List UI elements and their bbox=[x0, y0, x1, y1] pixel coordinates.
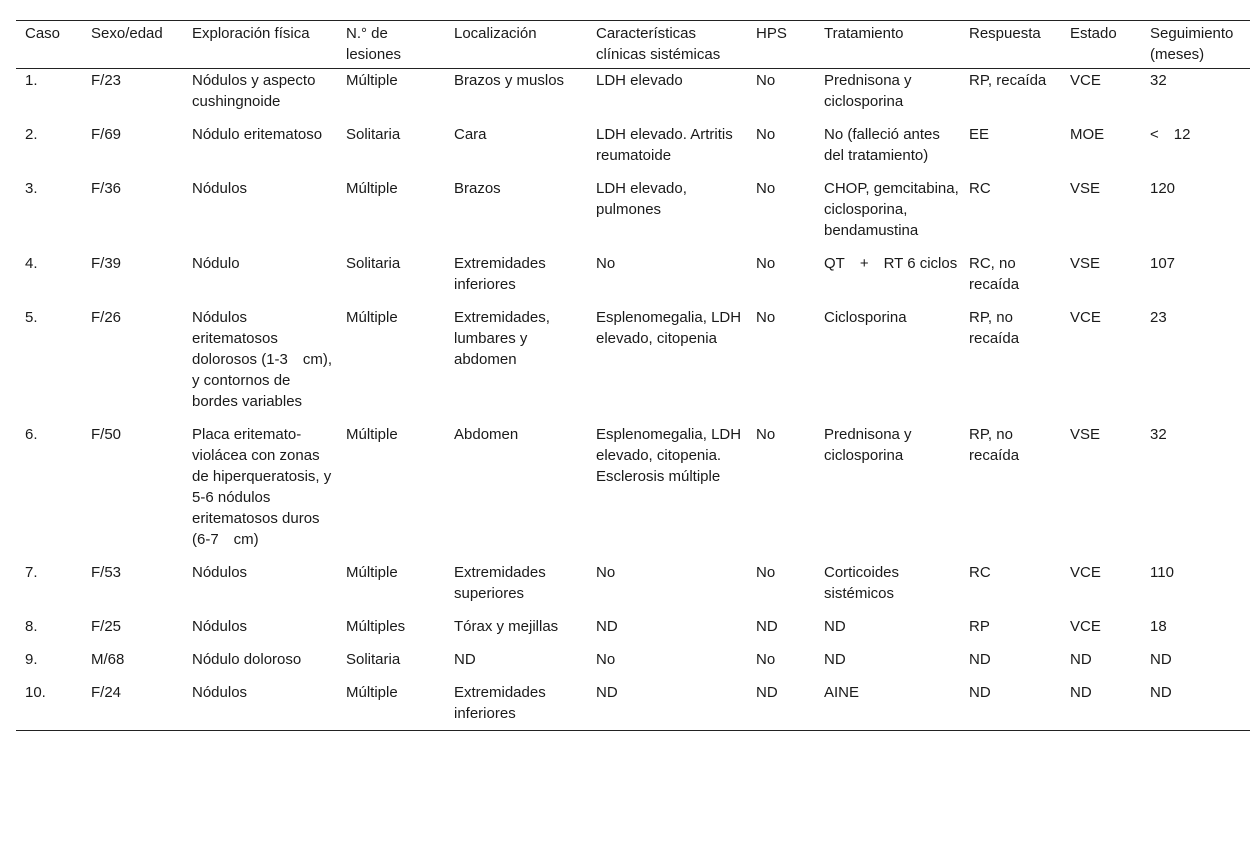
cell-caracteristicas: No bbox=[596, 564, 616, 581]
cell-respuesta: RP, no recaída bbox=[969, 309, 1020, 347]
table-row bbox=[16, 637, 1250, 670]
cell-respuesta: EE bbox=[969, 126, 990, 143]
header-caso: Caso bbox=[25, 25, 61, 42]
cell-hps: ND bbox=[756, 684, 778, 701]
cell-estado: VSE bbox=[1070, 426, 1101, 443]
cell-num-lesiones: Múltiples bbox=[346, 618, 406, 635]
table-row bbox=[16, 604, 1250, 637]
cell-localizacion: Extremidades superiores bbox=[454, 564, 546, 602]
cell-tratamiento: Prednisona y ciclosporina bbox=[824, 426, 912, 464]
cell-sexo-edad: M/68 bbox=[91, 651, 125, 668]
cell-seguimiento: 32 bbox=[1150, 426, 1167, 443]
table-row bbox=[16, 69, 1250, 113]
cell-caso: 8. bbox=[25, 618, 38, 635]
cell-caracteristicas: No bbox=[596, 651, 616, 668]
cell-respuesta: RC bbox=[969, 180, 991, 197]
table-container bbox=[16, 20, 1250, 731]
cell-num-lesiones: Solitaria bbox=[346, 651, 401, 668]
cell-hps: No bbox=[756, 426, 776, 443]
cell-tratamiento: ND bbox=[824, 651, 846, 668]
cell-caso: 10. bbox=[25, 684, 46, 701]
cell-respuesta: ND bbox=[969, 684, 991, 701]
cell-estado: MOE bbox=[1070, 126, 1105, 143]
cell-hps: No bbox=[756, 651, 776, 668]
cell-localizacion: Extremidades inferiores bbox=[454, 684, 546, 722]
cell-num-lesiones: Múltiple bbox=[346, 72, 398, 89]
cell-sexo-edad: F/69 bbox=[91, 126, 122, 143]
table-row bbox=[16, 412, 1250, 550]
header-respuesta: Respuesta bbox=[969, 25, 1041, 42]
cell-localizacion: Extremidades, lumbares y abdomen bbox=[454, 309, 550, 368]
cell-seguimiento: 110 bbox=[1150, 564, 1174, 581]
cell-exploracion: Nódulo bbox=[192, 255, 240, 272]
cell-hps: No bbox=[756, 72, 776, 89]
cell-estado: VCE bbox=[1070, 72, 1101, 89]
cell-tratamiento: QT + RT 6 ciclos bbox=[824, 255, 958, 272]
cell-respuesta: ND bbox=[969, 651, 991, 668]
header-localizacion: Localización bbox=[454, 25, 537, 42]
cell-sexo-edad: F/23 bbox=[91, 72, 122, 89]
cell-seguimiento: ND bbox=[1150, 651, 1172, 668]
cell-tratamiento: No (falleció antes del tratamiento) bbox=[824, 126, 940, 164]
cell-caso: 6. bbox=[25, 426, 38, 443]
cell-estado: ND bbox=[1070, 651, 1092, 668]
table-row bbox=[16, 550, 1250, 604]
cell-caso: 7. bbox=[25, 564, 38, 581]
cell-exploracion: Nódulos y aspecto cushingnoide bbox=[192, 72, 316, 110]
cell-exploracion: Placa eritemato-violácea con zonas de hiperqueratosis, y 5-6 nódulos eritematosos duros (6-7 cm) bbox=[192, 426, 332, 548]
cell-seguimiento: 107 bbox=[1150, 255, 1176, 272]
cell-caracteristicas: LDH elevado, pulmones bbox=[596, 180, 687, 218]
cell-respuesta: RC, no recaída bbox=[969, 255, 1020, 293]
cell-localizacion: Cara bbox=[454, 126, 487, 143]
cell-tratamiento: Prednisona y ciclosporina bbox=[824, 72, 912, 110]
cell-respuesta: RP, no recaída bbox=[969, 426, 1020, 464]
cell-tratamiento: ND bbox=[824, 618, 846, 635]
cell-seguimiento: 18 bbox=[1150, 618, 1167, 635]
cell-caracteristicas: ND bbox=[596, 618, 618, 635]
table-header-row bbox=[16, 21, 1250, 69]
cell-exploracion: Nódulos eritematosos dolorosos (1-3 cm), y contornos de bordes variables bbox=[192, 309, 333, 410]
cell-caracteristicas: LDH elevado bbox=[596, 72, 683, 89]
table-row bbox=[16, 112, 1250, 166]
cell-tratamiento: CHOP, gemcitabina, ciclosporina, bendamustina bbox=[824, 180, 959, 239]
cell-exploracion: Nódulos bbox=[192, 684, 248, 701]
table-row bbox=[16, 166, 1250, 241]
cell-tratamiento: Corticoides sistémicos bbox=[824, 564, 900, 602]
cell-hps: No bbox=[756, 255, 776, 272]
cell-seguimiento: 23 bbox=[1150, 309, 1167, 326]
table-row bbox=[16, 241, 1250, 295]
header-hps: HPS bbox=[756, 25, 787, 42]
header-seguimiento: Seguimiento (meses) bbox=[1150, 25, 1234, 63]
cell-caso: 4. bbox=[25, 255, 38, 272]
clinical-cases-table bbox=[16, 20, 1250, 731]
cell-num-lesiones: Múltiple bbox=[346, 180, 398, 197]
cell-caracteristicas: No bbox=[596, 255, 616, 272]
table-row bbox=[16, 295, 1250, 412]
cell-seguimiento: ND bbox=[1150, 684, 1172, 701]
cell-seguimiento: 32 bbox=[1150, 72, 1167, 89]
header-caracteristicas: Características clínicas sistémicas bbox=[596, 25, 721, 63]
cell-tratamiento: Ciclosporina bbox=[824, 309, 907, 326]
cell-caracteristicas: Esplenomegalia, LDH elevado, citopenia bbox=[596, 309, 742, 347]
cell-seguimiento: 120 bbox=[1150, 180, 1176, 197]
cell-exploracion: Nódulo eritematoso bbox=[192, 126, 323, 143]
cell-estado: VCE bbox=[1070, 564, 1101, 581]
cell-caso: 2. bbox=[25, 126, 38, 143]
cell-respuesta: RP, recaída bbox=[969, 72, 1047, 89]
cell-hps: No bbox=[756, 126, 776, 143]
cell-hps: No bbox=[756, 309, 776, 326]
cell-sexo-edad: F/36 bbox=[91, 180, 122, 197]
cell-sexo-edad: F/50 bbox=[91, 426, 122, 443]
cell-caso: 5. bbox=[25, 309, 38, 326]
cell-estado: VSE bbox=[1070, 180, 1101, 197]
cell-num-lesiones: Solitaria bbox=[346, 126, 401, 143]
cell-estado: VCE bbox=[1070, 309, 1101, 326]
cell-seguimiento: < 12 bbox=[1150, 126, 1191, 143]
header-exploracion: Exploración física bbox=[192, 25, 310, 42]
cell-localizacion: Tórax y mejillas bbox=[454, 618, 559, 635]
cell-caracteristicas: LDH elevado. Artritis reumatoide bbox=[596, 126, 733, 164]
cell-sexo-edad: F/39 bbox=[91, 255, 122, 272]
header-estado: Estado bbox=[1070, 25, 1117, 42]
cell-caracteristicas: ND bbox=[596, 684, 618, 701]
cell-estado: ND bbox=[1070, 684, 1092, 701]
cell-respuesta: RP bbox=[969, 618, 990, 635]
cell-caracteristicas: Esplenomegalia, LDH elevado, citopenia. Esclerosis múltiple bbox=[596, 426, 742, 485]
cell-localizacion: ND bbox=[454, 651, 476, 668]
cell-exploracion: Nódulos bbox=[192, 180, 248, 197]
cell-localizacion: Abdomen bbox=[454, 426, 519, 443]
cell-sexo-edad: F/24 bbox=[91, 684, 122, 701]
cell-sexo-edad: F/53 bbox=[91, 564, 122, 581]
cell-tratamiento: AINE bbox=[824, 684, 860, 701]
header-tratamiento: Tratamiento bbox=[824, 25, 904, 42]
cell-localizacion: Extremidades inferiores bbox=[454, 255, 546, 293]
cell-hps: No bbox=[756, 180, 776, 197]
cell-exploracion: Nódulos bbox=[192, 564, 248, 581]
cell-localizacion: Brazos y muslos bbox=[454, 72, 565, 89]
cell-estado: VSE bbox=[1070, 255, 1101, 272]
cell-exploracion: Nódulos bbox=[192, 618, 248, 635]
cell-num-lesiones: Múltiple bbox=[346, 309, 398, 326]
cell-exploracion: Nódulo doloroso bbox=[192, 651, 302, 668]
table-body bbox=[16, 69, 1250, 731]
cell-num-lesiones: Múltiple bbox=[346, 426, 398, 443]
cell-sexo-edad: F/26 bbox=[91, 309, 122, 326]
cell-caso: 9. bbox=[25, 651, 38, 668]
cell-hps: No bbox=[756, 564, 776, 581]
cell-hps: ND bbox=[756, 618, 778, 635]
cell-caso: 1. bbox=[25, 72, 38, 89]
cell-localizacion: Brazos bbox=[454, 180, 501, 197]
cell-respuesta: RC bbox=[969, 564, 991, 581]
cell-num-lesiones: Múltiple bbox=[346, 684, 398, 701]
cell-caso: 3. bbox=[25, 180, 38, 197]
cell-num-lesiones: Múltiple bbox=[346, 564, 398, 581]
header-num-lesiones: N.° de lesiones bbox=[346, 25, 402, 63]
cell-num-lesiones: Solitaria bbox=[346, 255, 401, 272]
header-sexo-edad: Sexo/edad bbox=[91, 25, 163, 42]
cell-sexo-edad: F/25 bbox=[91, 618, 122, 635]
table-row bbox=[16, 670, 1250, 731]
cell-estado: VCE bbox=[1070, 618, 1101, 635]
